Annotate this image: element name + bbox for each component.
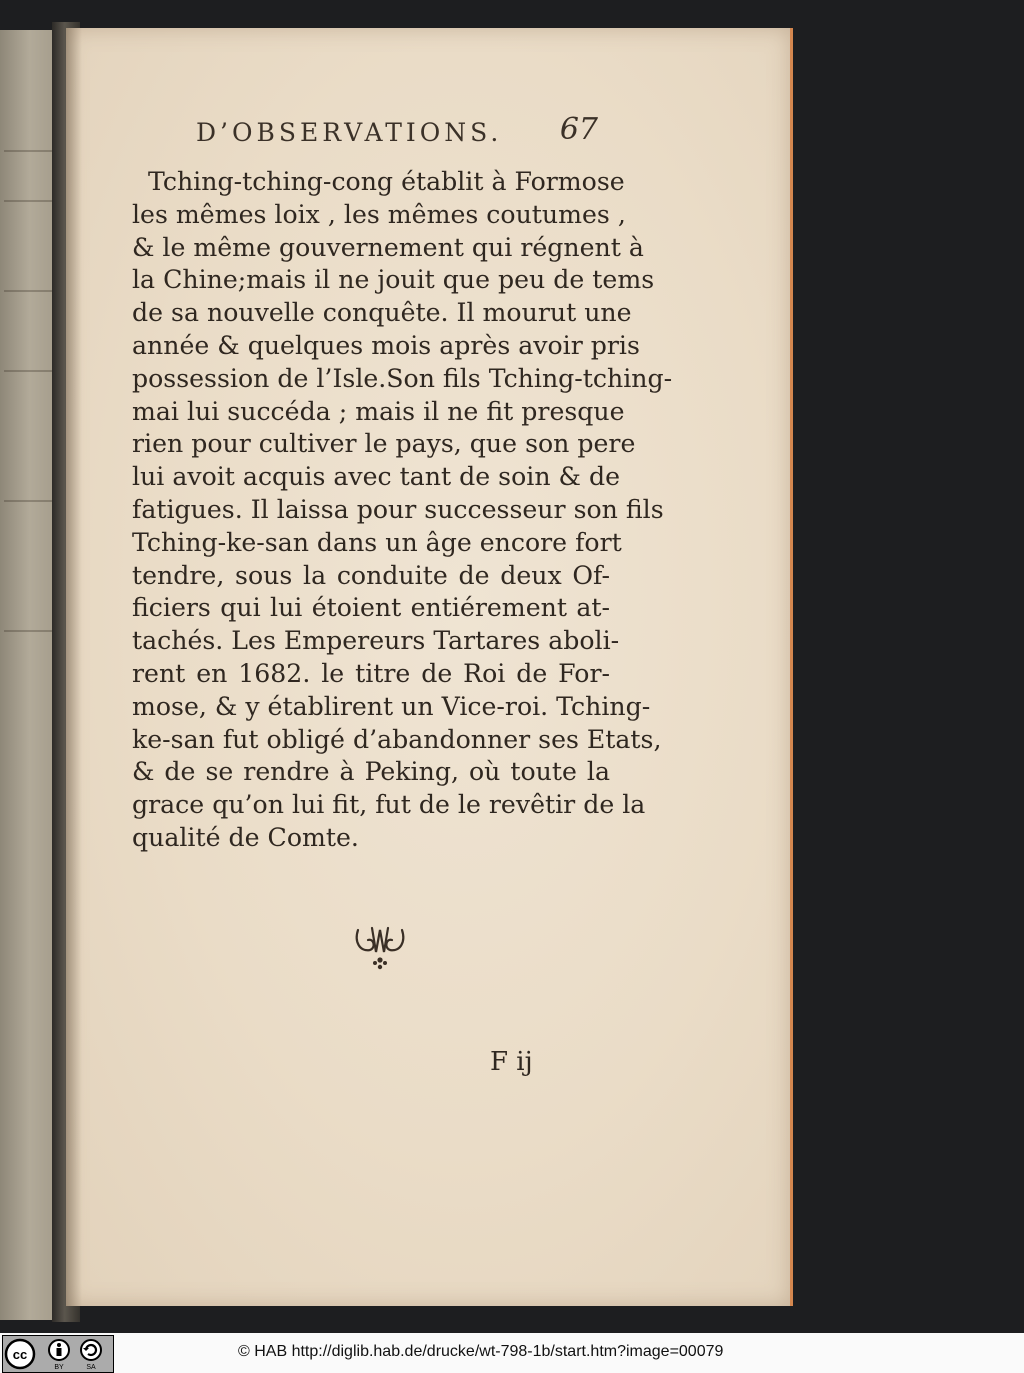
facing-page-bleed [4, 200, 54, 202]
facing-page-bleed [4, 370, 54, 372]
facing-page-bleed [4, 150, 54, 152]
text-line: rien pour cultiver le pays, que son pere [132, 429, 636, 459]
text-line: mose, & y établirent un Vice-roi. Tching- [132, 691, 651, 721]
svg-text:BY: BY [54, 1364, 64, 1371]
license-footer [0, 1333, 1024, 1373]
text-line: grace qu’on lui fit, fut de le revêtir de la [132, 790, 646, 820]
page-number: 67 [559, 112, 598, 147]
text-line: les mêmes loix , les mêmes coutumes , [132, 199, 626, 229]
text-line: de sa nouvelle conquête. Il mourut une [132, 298, 632, 328]
text-line: Tching-ke-san dans un âge encore fort [132, 527, 622, 557]
signature-mark: F ij [490, 1047, 533, 1077]
text-line: la Chine;mais il ne jouit que peu de tems [132, 265, 655, 295]
text-line: mai lui succéda ; mais il ne fit presque [132, 396, 625, 426]
attribution-text: © HAB http://diglib.hab.de/drucke/wt-798-1b/start.htm?image=00079 [238, 1343, 724, 1360]
page-shadow [66, 28, 82, 1306]
text-line: Tching-tching-cong établit à Formose [148, 167, 625, 196]
text-line: fatigues. Il laissa pour successeur son fils [132, 494, 664, 524]
text-line: qualité de Comte. [132, 822, 359, 852]
facing-page-bleed [4, 630, 54, 632]
body-text [132, 166, 673, 855]
sa-icon [81, 1340, 101, 1360]
running-head [138, 112, 608, 152]
text-line: rent en 1682. le titre de Roi de For- [132, 658, 610, 688]
running-head-title: D’OBSERVATIONS. [196, 118, 503, 147]
text-line: & le même gouvernement qui régnent à [132, 232, 644, 262]
text-line: & de se rendre à Peking, où toute la [132, 757, 610, 787]
text-line: tendre, sous la conduite de deux Of- [132, 560, 610, 590]
text-line: tachés. Les Empereurs Tartares aboli- [132, 626, 620, 656]
text-line: ke-san fut obligé d’abandonner ses Etats, [132, 724, 662, 754]
text-line: année & quelques mois après avoir pris [132, 330, 640, 360]
svg-text:cc: cc [12, 1347, 28, 1362]
text-line: lui avoit acquis avec tant de soin & de [132, 462, 621, 492]
text-line: possession de l’Isle.Son fils Tching-tching- [132, 363, 673, 393]
cc-license-badge[interactable] [2, 1335, 114, 1373]
facing-page-bleed [4, 500, 54, 502]
text-line: ficiers qui lui étoient entiérement at- [132, 593, 610, 623]
svg-text:SA: SA [86, 1364, 96, 1371]
fleuron-icon [350, 920, 410, 976]
facing-page-bleed [4, 290, 54, 292]
